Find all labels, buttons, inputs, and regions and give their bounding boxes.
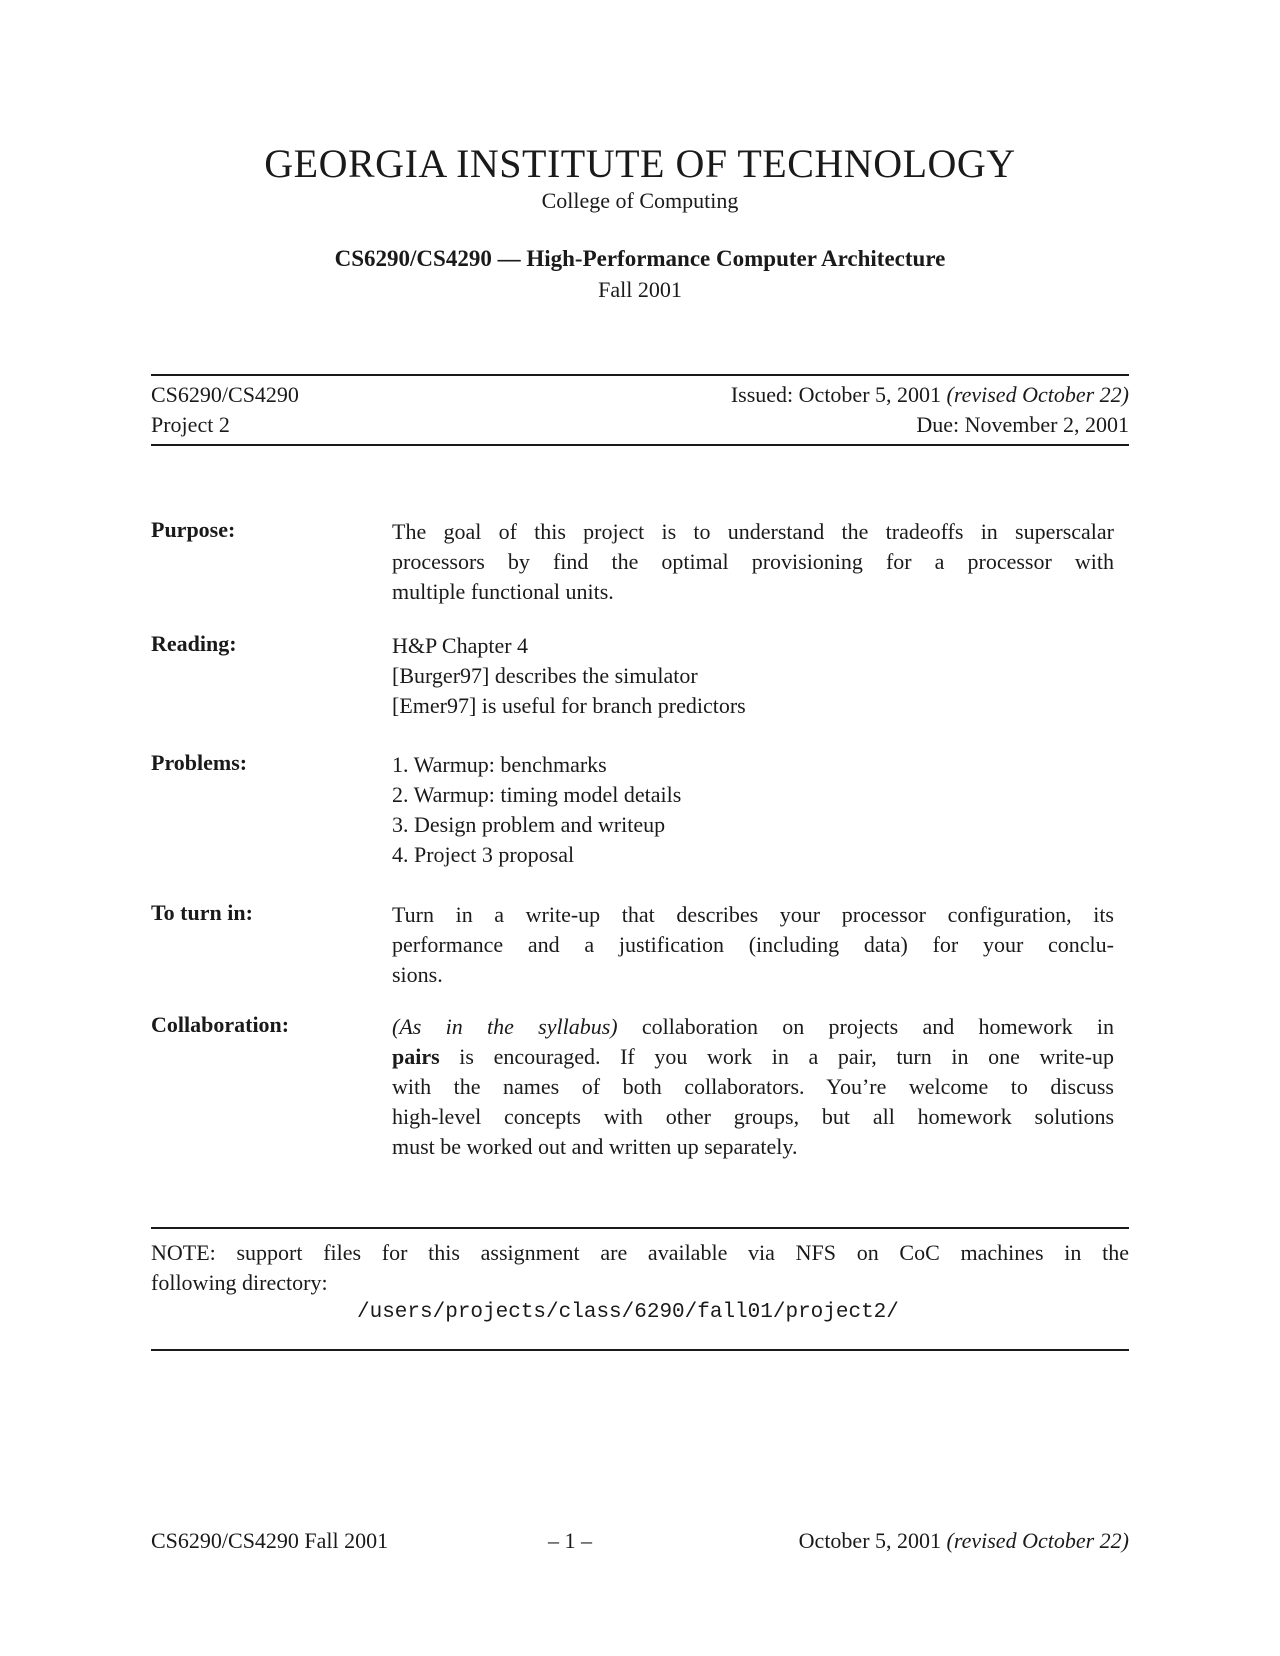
problems-label: Problems: xyxy=(151,750,248,775)
footer-revised: (revised October 22) xyxy=(946,1528,1129,1553)
reading-list xyxy=(392,631,1114,721)
turnin-line: performance and a justification (including data) for your conclu- xyxy=(392,932,1114,957)
purpose-text xyxy=(392,517,1114,607)
course-title: CS6290/CS4290 — High-Performance Computer Architecture xyxy=(334,246,946,271)
collaboration-line: must be worked out and written up separately. xyxy=(392,1134,798,1159)
problem-item: 1. Warmup: benchmarks xyxy=(392,752,607,777)
footer-course: CS6290/CS4290 Fall 2001 xyxy=(151,1528,389,1553)
note-block xyxy=(151,1238,1129,1328)
page-number: – 1 – xyxy=(548,1528,592,1553)
collaboration-label: Collaboration: xyxy=(151,1012,290,1037)
college-name: College of Computing xyxy=(541,188,739,213)
footer-date xyxy=(799,1528,1129,1554)
collaboration-intro: collaboration on projects and homework in xyxy=(617,1014,1114,1039)
collaboration-text xyxy=(392,1012,1114,1162)
term: Fall 2001 xyxy=(598,277,682,302)
problems-list xyxy=(392,750,1114,870)
collaboration-line xyxy=(392,1012,1114,1042)
turnin-line: sions. xyxy=(392,962,443,987)
collaboration-line: high-level concepts with other groups, but all homework solutions xyxy=(392,1104,1114,1129)
reading-item: [Emer97] is useful for branch predictors xyxy=(392,693,746,718)
turnin-line: Turn in a write-up that describes your processor configuration, its xyxy=(392,902,1114,927)
problem-item: 2. Warmup: timing model details xyxy=(392,782,682,807)
revised-note: (revised October 22) xyxy=(946,382,1129,407)
syllabus-reference: (As in the syllabus) xyxy=(392,1014,618,1039)
course-code: CS6290/CS4290 xyxy=(151,382,299,407)
problem-item: 3. Design problem and writeup xyxy=(392,812,666,837)
note-line: following directory: xyxy=(151,1270,328,1295)
purpose-line: processors by find the optimal provisioning for a processor with xyxy=(392,549,1114,574)
issued-text: Issued: October 5, 2001 xyxy=(730,382,942,407)
purpose-line: multiple functional units. xyxy=(392,579,614,604)
header-top-rule xyxy=(151,374,1129,376)
purpose-line: The goal of this project is to understand the tradeoffs in superscalar xyxy=(392,519,1114,544)
turnin-label: To turn in: xyxy=(151,900,253,925)
reading-item: [Burger97] describes the simulator xyxy=(392,663,698,688)
issued-date xyxy=(731,382,1129,408)
header-bottom-rule xyxy=(151,444,1129,446)
note-bottom-rule xyxy=(151,1349,1129,1351)
reading-label: Reading: xyxy=(151,631,237,656)
project-number: Project 2 xyxy=(151,412,230,437)
collaboration-line xyxy=(392,1042,1114,1072)
pairs-emphasis: pairs xyxy=(392,1044,440,1069)
turnin-text xyxy=(392,900,1114,990)
footer-date-text: October 5, 2001 xyxy=(798,1528,942,1553)
problem-item: 4. Project 3 proposal xyxy=(392,842,575,867)
reading-item: H&P Chapter 4 xyxy=(392,633,529,658)
support-files-path: /users/projects/class/6290/fall01/project2/ xyxy=(357,1301,899,1324)
collaboration-line2: is encouraged. If you work in a pair, turn in one write-up xyxy=(439,1044,1114,1069)
collaboration-line: with the names of both collaborators. You’re welcome to discuss xyxy=(392,1074,1114,1099)
note-line: NOTE: support files for this assignment are available via NFS on CoC machines in the xyxy=(151,1240,1129,1265)
purpose-label: Purpose: xyxy=(151,517,236,542)
due-date: Due: November 2, 2001 xyxy=(916,412,1129,437)
note-top-rule xyxy=(151,1227,1129,1229)
institution-title: GEORGIA INSTITUTE OF TECHNOLOGY xyxy=(264,141,1016,186)
